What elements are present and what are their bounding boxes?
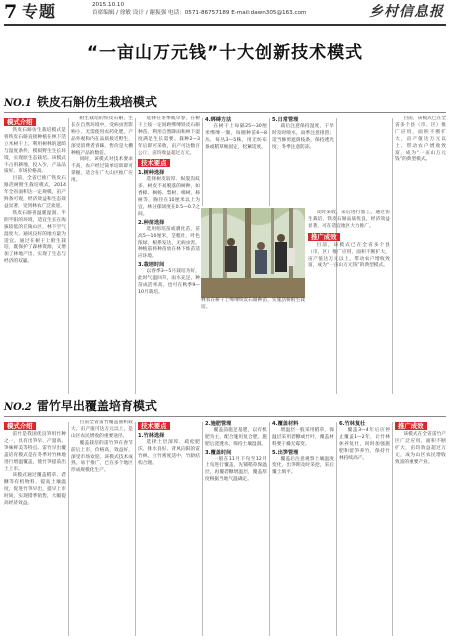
photo-tree-planting xyxy=(201,208,305,298)
section2-column-7 xyxy=(395,420,446,636)
tech-item-text: 在树干上每隔25—30厘米绑缚一圈，每圈种苗6—8丛，每丛3—5株，用无纺布条或稻草绳固定，松紧适度。 xyxy=(205,123,267,150)
section1-column-1 xyxy=(4,116,66,394)
section2-title-text: 雷竹早出覆盖培育模式 xyxy=(36,399,157,413)
section-name: 专题 xyxy=(22,2,57,21)
tech-item-title: 5.日常管理 xyxy=(272,117,299,123)
tech-item-text: 选用组培苗或驯化苗，苗高5—10厘米，茎粗壮、叶色浓绿、根系发达，无病虫害。种植前将种苗放在林下炼苗适应环境。 xyxy=(138,226,200,260)
page-number: 7 xyxy=(4,1,18,23)
tech-item-text: 栽后注意保持湿度，干旱时及时喷水，雨季注意排涝；适当修剪遮荫枝条，保持透光度；冬季注意防冻。 xyxy=(272,123,334,150)
tech-item-title: 2.施肥管理 xyxy=(205,421,232,427)
paragraph: 该模式在全省雷竹产区广泛应用，面积不断扩大，亩均效益超过万元，成为山区农民增收致富的重要产业。 xyxy=(395,432,446,465)
paragraph: 目前，该模式已在全省多个县（市、区）推广应用，面积不断扩大，亩产值达万元以上，带动农户增收致富，成为“一亩山万元钱”的典型模式。 xyxy=(395,116,446,163)
photo-caption: 林农在树干上绑缚铁皮石斛种苗，实施活树附生栽培。 xyxy=(201,298,305,310)
column-rule xyxy=(269,118,270,206)
section2-heading-tech: 技术要点 xyxy=(138,422,170,430)
paragraph: 目前，全省已推广铁皮石斛活树附生栽培模式，2014年全省面积达一定规模，亩产鲜条可观，经济效益和生态效益显著，受到林农广泛欢迎。 xyxy=(4,176,66,209)
tech-item-text: 一般在11月下旬至12月上旬进行覆盖，先铺稻草保温层，再覆砻糠增温层，覆盖厚度根据当地气温确定。 xyxy=(205,456,267,483)
tech-item-title: 4.绑缚方法 xyxy=(205,117,232,123)
section1-divider xyxy=(4,112,446,113)
paragraph: 附生栽培的铁皮石斛，生长在自然环境中，受病虫害影响小，无需使用农药化肥，产品外观和内在品质接近野生，深受消费者青睐，售价是大棚种植产品的数倍。 xyxy=(71,116,133,156)
section1-title xyxy=(4,94,157,112)
section2-heading-intro: 模式介绍 xyxy=(4,422,36,430)
tech-item-title: 3.覆盖时间 xyxy=(205,449,232,456)
section2-number: NO.2 xyxy=(4,402,32,413)
section1-column-7 xyxy=(395,116,446,394)
tech-item-title: 1.树种选择 xyxy=(138,170,165,177)
section2-title xyxy=(4,398,157,416)
section1-column-4 xyxy=(205,116,267,206)
paragraph: 目前全省雷竹覆盖面积较大，亩产值可达万元以上，是山区农民增收的重要途径。 xyxy=(71,420,133,439)
section1-column-6 xyxy=(308,210,390,394)
masthead xyxy=(0,0,450,24)
paragraph: 选择在冬季或早春，在树干上按一定间距绑缚铁皮石斛种苗，利用自然降雨和林下湿度满足生长需要。栽种2—3年后即可采收，亩产可达数百公斤，亩均收益超过万元。 xyxy=(138,116,200,156)
paragraph: 雷竹是我国优良笋用竹种之一，具有出笋早、产量高、笋味鲜美等特点。雷竹早出覆盖培育模式是在冬季对竹林地进行增温覆盖，使竹笋提前出土上市。 xyxy=(4,432,66,472)
tech-item-title: 1.竹林选择 xyxy=(138,433,165,439)
tech-item-text: 覆盖3—4年后应停止覆盖1—2年，让竹林休养复壮，同时加强施肥和留笋养竹，保持竹林持续高产。 xyxy=(339,427,390,461)
section2-column-6 xyxy=(339,420,390,636)
column-rule xyxy=(269,422,270,636)
section2-divider xyxy=(4,416,446,417)
column-rule xyxy=(202,118,203,206)
section1-column-3 xyxy=(138,116,200,394)
section2-column-2 xyxy=(71,420,133,636)
tech-item-text: 选择树皮较厚、纵裂沟纹多、树皮不易脱落的树种，如香樟、枫杨、梨树、樟树、柿树等，胸径在10厘米以上为宜，林分郁闭度在0.5—0.7之间。 xyxy=(138,177,200,217)
tech-item-title: 3.栽培时间 xyxy=(138,262,165,269)
section2-column-4 xyxy=(205,420,267,636)
tech-item-title: 4.覆盖材料 xyxy=(272,421,299,427)
paragraph: 铁皮石斛仿生栽培模式是将铁皮石斛直接种植在林下活立木树干上，利用树林的遮荫与湿度条件，模拟野生生长环境，实现原生态栽培。该模式不占用耕地，投入少，产品品质好，市场价格高。 xyxy=(4,128,66,175)
paragraph: 覆盖栽培的雷竹笋在春节前后上市，价格高，效益好，深受市场欢迎。该模式技术成熟，易于推广，已在多个地区形成规模化生产。 xyxy=(71,440,133,474)
section1-title-text: 铁皮石斛仿生栽培模式 xyxy=(36,95,157,109)
tech-item-title: 5.出笋管理 xyxy=(272,449,299,456)
column-rule xyxy=(135,422,136,636)
column-rule xyxy=(392,422,393,636)
tech-item-text: 以春季3—5月栽培为好，此时气温回升，雨水充足，种苗成活率高。也可在秋季9—10月栽培。 xyxy=(138,269,200,295)
column-rule xyxy=(392,118,393,394)
section1-column-5 xyxy=(272,116,334,206)
paragraph: 目前，该模式已在全省多个县（市、区）推广应用，面积不断扩大，亩产值达万元以上，带动农户增收致富，成为“一亩山万元钱”的典型模式。 xyxy=(308,242,390,269)
header-rule xyxy=(4,24,446,26)
paragraph: 及时采收，采后进行加工。通过仿生栽培，铁皮石斛品质优良，经济效益显著，可在适宜地区大力推广。 xyxy=(308,210,390,229)
main-title: “一亩山万元钱”十大创新技术模式 xyxy=(86,43,364,63)
paragraph: 铁皮石斛喜温暖湿润、半阴半阳的环境，适宜生长在海拔较低的丘陵山区，林下空气湿度大、通风良好的地方最为适宜。通过在树干上附生栽培，既保护了森林资源，又增加了林地产出，实现了生态与经济的双赢。 xyxy=(4,210,66,265)
paragraph: 同时，该模式对技术要求不高，农户经过简单培训即可掌握，适合在广大山区推广应用。 xyxy=(71,157,133,184)
column-rule xyxy=(68,422,69,636)
section1-heading-intro: 模式介绍 xyxy=(4,118,36,126)
editor-info: 首席编辑 / 徐敏 设计 / 谢振强 电话：0571-86757189 E-mail:dawn305@163.com xyxy=(92,10,307,16)
section2-column-5 xyxy=(272,420,334,636)
column-rule xyxy=(336,422,337,636)
tech-item-text: 选择土层深厚、疏松肥沃、排水良好、背风向阳的雷竹林，立竹密度适中，竹龄结构合理。 xyxy=(138,439,200,466)
tech-item-text: 覆盖前施足基肥，以有机肥为主，配合施用复合肥，施肥后浇透水，保持土壤湿润。 xyxy=(205,427,267,447)
section2-heading-results: 推广成效 xyxy=(395,422,427,430)
section1-heading-tech: 技术要点 xyxy=(138,159,170,167)
column-rule xyxy=(202,422,203,636)
photo-illustration xyxy=(201,208,305,298)
section1-number: NO.1 xyxy=(4,98,32,109)
section2-column-3 xyxy=(138,420,200,636)
tech-item-title: 6.竹林复壮 xyxy=(339,421,366,427)
section1-heading-results: 推广成效 xyxy=(308,233,340,241)
column-rule xyxy=(135,118,136,394)
tech-item-text: 增温层一般采用稻草，保温层采用砻糠或竹叶，覆盖材料要干燥无霉变。 xyxy=(272,427,334,447)
tech-item-text: 覆盖后注意观察土壤温度变化，出笋期及时采挖，采后覆土填平。 xyxy=(272,456,334,476)
tech-item-title: 2.种苗选择 xyxy=(138,219,165,226)
paragraph: 该模式通过覆盖稻草、砻糠等有机物料，提高土壤温度，促进竹笋早出，提早上市时间，实现错季销售，大幅提高经济效益。 xyxy=(4,473,66,507)
section2-column-1 xyxy=(4,420,66,636)
paper-name: 乡村信息报 xyxy=(369,4,444,20)
column-rule xyxy=(68,118,69,394)
section1-column-2 xyxy=(71,116,133,394)
issue-date: 2015.10.10 xyxy=(92,2,125,8)
